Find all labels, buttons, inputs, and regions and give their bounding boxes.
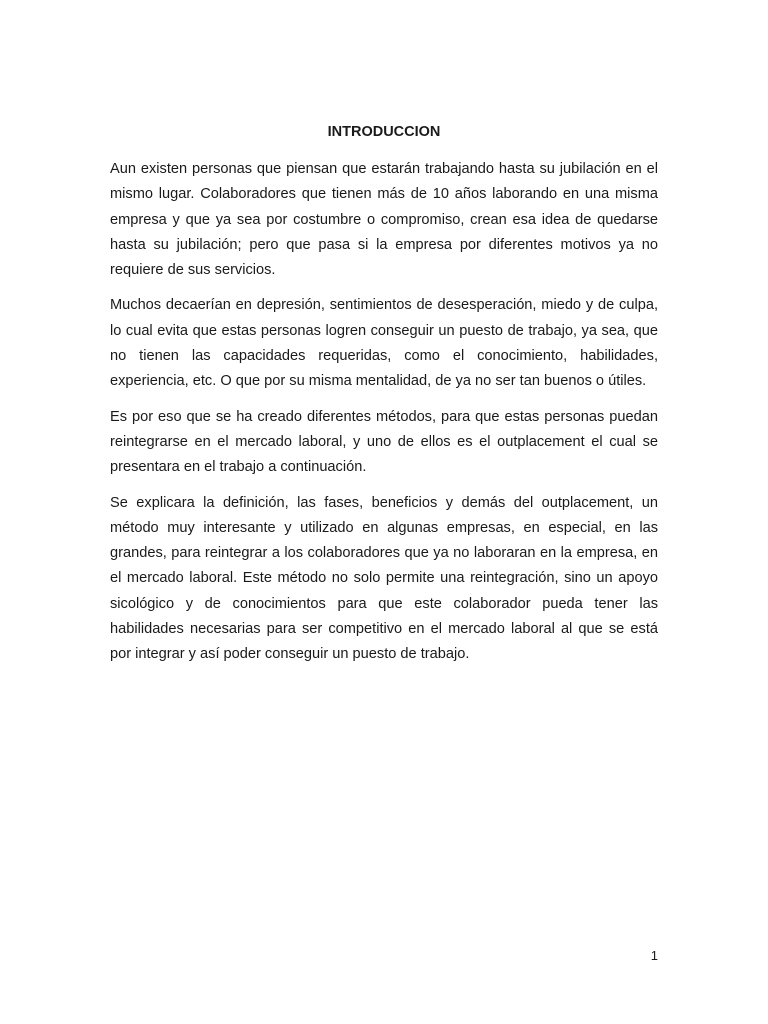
document-body [110,157,658,678]
paragraph-3: Es por eso que se ha creado diferentes métodos, para que estas personas puedan reintegrarse en el mercado laboral, y uno de ellos es el outplacement el cual se presentara en el trabajo a continuación. [110,408,658,476]
page-number: 1 [650,948,658,963]
paragraph-4: Se explicara la definición, las fases, beneficios y demás del outplacement, un método muy interesante y utilizado en algunas empresas, en especial, en las grandes, para reintegrar a los colaboradores que ya no laboraran en la empresa, en el mercado laboral. Este método no solo permite una reintegración, sino un apoyo sicológico y de conocimientos para que este colaborador pueda tener las habilidades necesarias para ser competitivo en el mercado laboral al que se está por integrar y así poder conseguir un puesto de trabajo. [110,494,658,663]
paragraph-2: Muchos decaerían en depresión, sentimientos de desesperación, miedo y de culpa, lo cual evita que estas personas logren conseguir un puesto de trabajo, ya sea, que no tienen las capacidades requeridas, como el conocimiento, habilidades, experiencia, etc. O que por su misma mentalidad, de ya no ser tan buenos o útiles. [110,297,658,390]
paragraph-1: Aun existen personas que piensan que estarán trabajando hasta su jubilación en el mismo lugar. Colaboradores que tienen más de 10 años laborando en una misma empresa y que ya sea por costumbre o compromiso, crean esa idea de quedarse hasta su jubilación; pero que pasa si la empresa por diferentes motivos ya no requiere de sus servicios. [110,161,658,279]
page-title: INTRODUCCION [327,124,441,140]
